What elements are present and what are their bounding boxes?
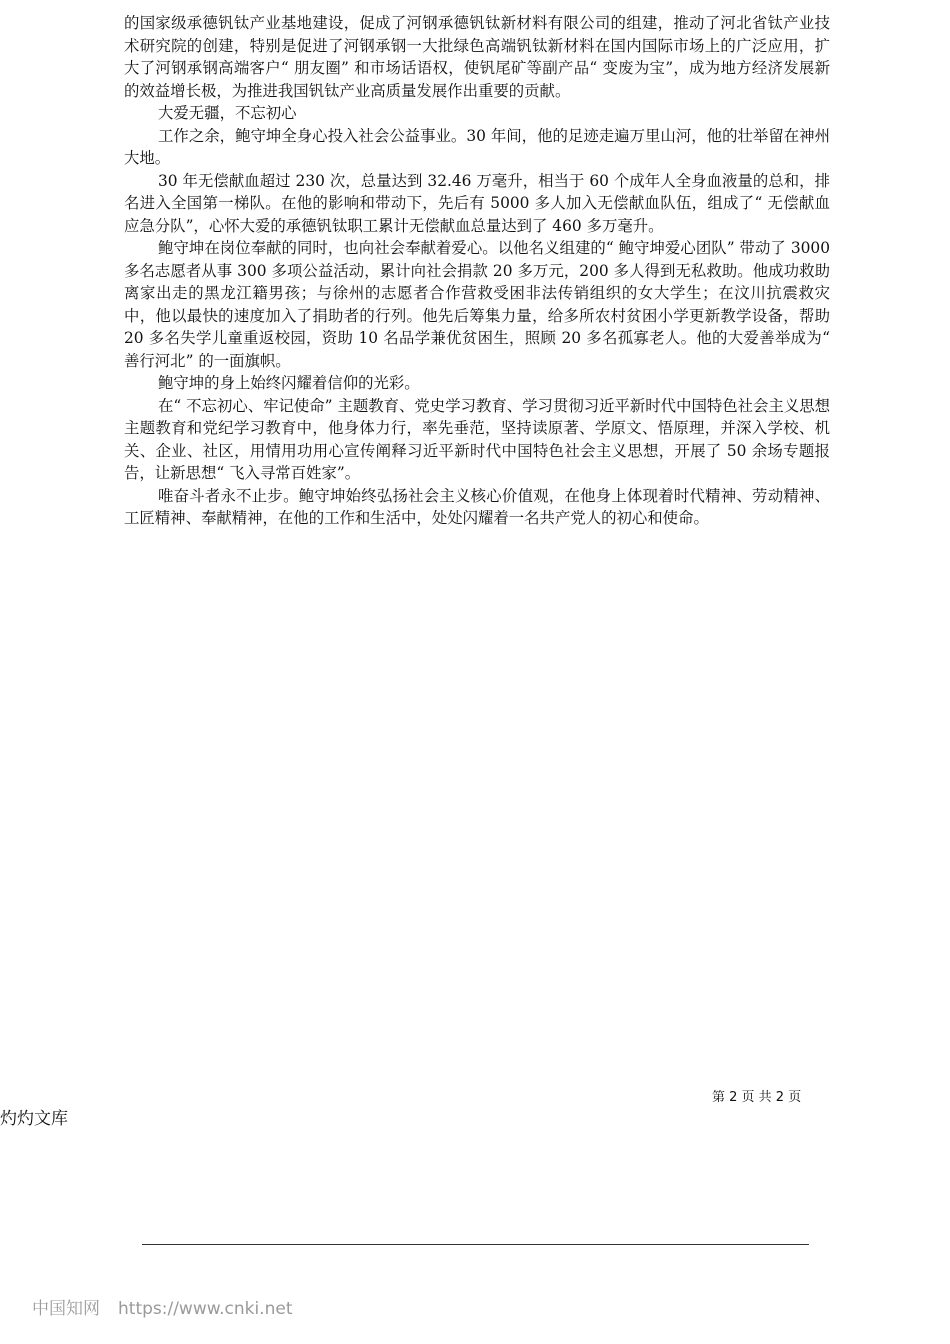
page-number: 第 2 页 共 2 页 xyxy=(712,1090,802,1105)
footer-site-name: 中国知网 xyxy=(32,1299,100,1319)
paragraph-5: 鲍守坤在岗位奉献的同时，也向社会奉献着爱心。以他名义组建的“ 鲍守坤爱心团队” 带动了 3000 多名志愿者从事 300 多项公益活动，累计向社会捐款 20 多万元，200 多人得到无私救助。他成功救助离家出走的黑龙江籍男孩；与徐州的志愿者合作营救受困非法传销组织的女大学生；在汶川抗震救灾中，他以最快的速度加入了捐助者的行列。他先后筹集力量，给多所农村贫困小学更新教学设备，帮助 20 多名失学儿童重返校园，资助 10 名品学兼优贫困生，照顾 20 多名孤寡老人。他的大爱善举成为“ 善行河北” 的一面旗帜。 xyxy=(124,239,830,370)
footer-divider xyxy=(142,1244,809,1245)
paragraph-8: 唯奋斗者永不止步。鲍守坤始终弘扬社会主义核心价值观，在他身上体现着时代精神、劳动精神、工匠精神、奉献精神，在他的工作和生活中，处处闪耀着一名共产党人的初心和使命。 xyxy=(124,486,830,527)
library-brand-label: 灼灼文库 xyxy=(0,1109,68,1129)
paragraph-1: 的国家级承德钒钛产业基地建设，促成了河钢承德钒钛新材料有限公司的组建，推动了河北省钛产业技术研究院的创建，特别是促进了河钢承钢一大批绿色高端钒钛新材料在国内国际市场上的广泛应用，扩大了河钢承钢高端客户“ 朋友圈” 和市场话语权，使钒尾矿等副产品“ 变废为宝”，成为地方经济发展新的效益增长极，为推进我国钒钛产业高质量发展作出重要的贡献。 xyxy=(124,14,830,100)
paragraph-6: 鲍守坤的身上始终闪耀着信仰的光彩。 xyxy=(158,374,420,392)
paragraph-4: 30 年无偿献血超过 230 次，总量达到 32.46 万毫升，相当于 60 个成年人全身血液量的总和，排名进入全国第一梯队。在他的影响和带动下，先后有 5000 多人加入无偿献血队伍，组成了“ 无偿献血应急分队”，心怀大爱的承德钒钛职工累计无偿献血总量达到了 460 多万毫升。 xyxy=(124,171,830,235)
paragraph-7: 在“ 不忘初心、牢记使命” 主题教育、党史学习教育、学习贯彻习近平新时代中国特色社会主义思想主题教育和党纪学习教育中，他身体力行，率先垂范，坚持读原著、学原文、悟原理，并深入学校、机关、企业、社区，用情用功用心宣传阐释习近平新时代中国特色社会主义思想，开展了 50 余场专题报告，让新思想“ 飞入寻常百姓家”。 xyxy=(124,396,830,482)
article-body xyxy=(124,12,830,530)
section-heading: 大爱无疆，不忘初心 xyxy=(158,104,297,122)
paragraph-3: 工作之余，鲍守坤全身心投入社会公益事业。30 年间，他的足迹走遍万里山河，他的壮举留在神州大地。 xyxy=(124,126,830,167)
footer-source xyxy=(32,1294,292,1319)
footer-url-link[interactable]: https://www.cnki.net xyxy=(118,1299,293,1319)
